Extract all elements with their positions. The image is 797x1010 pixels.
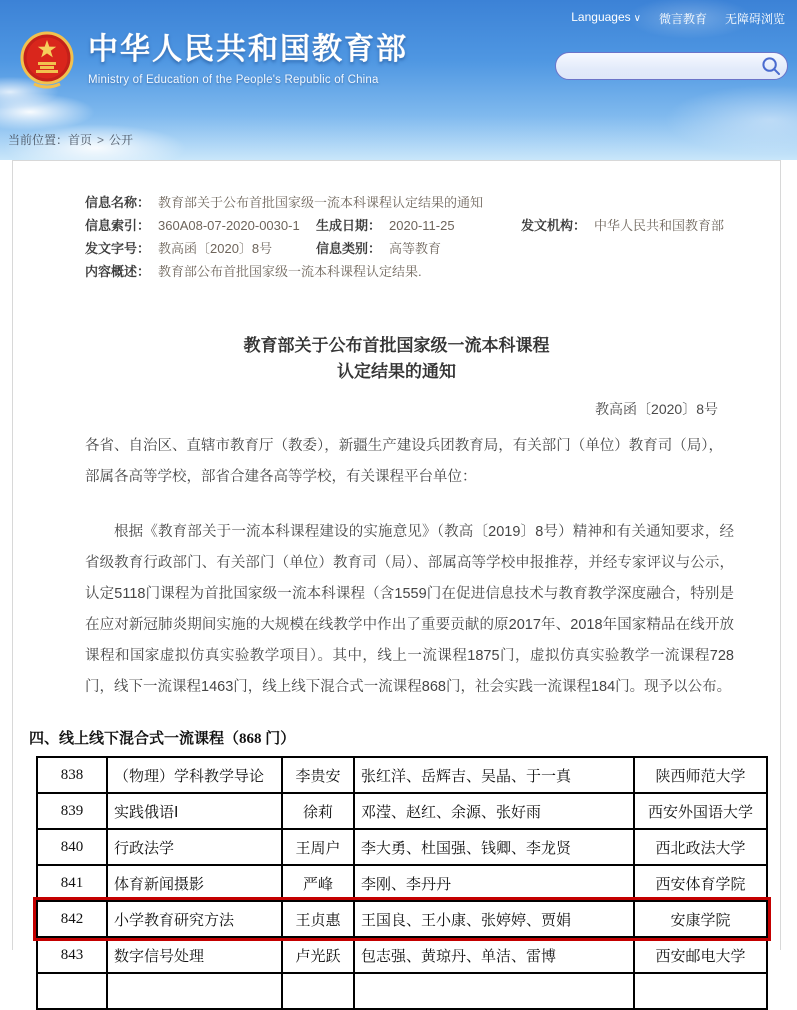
search-input[interactable] (568, 55, 761, 77)
cell-leader: 卢光跃 (282, 937, 354, 973)
meta-category-label: 信息类别： (316, 241, 382, 256)
meta-info-name-value: 教育部关于公布首批国家级一流本科课程认定结果的通知 (158, 195, 484, 210)
meta-doc-no-value: 教高函〔2020〕8号 (158, 241, 273, 256)
document-meta (13, 161, 780, 283)
search-button[interactable] (761, 56, 781, 76)
table-row (37, 865, 767, 901)
cell-no: 842 (37, 901, 107, 937)
meta-summary-value: 教育部公布首批国家级一流本科课程认定结果. (158, 264, 422, 279)
meta-summary-label: 内容概述： (85, 264, 151, 279)
cell-no: 839 (37, 793, 107, 829)
course-table-wrap (36, 756, 764, 1010)
cell-course: 行政法学 (107, 829, 282, 865)
chevron-down-icon: ∨ (633, 13, 641, 24)
cell-team (354, 973, 634, 1009)
cell-no: 840 (37, 829, 107, 865)
cell-no (37, 973, 107, 1009)
cell-university: 陕西师范大学 (634, 757, 767, 793)
body-paragraph: 根据《教育部关于一流本科课程建设的实施意见》（教高〔2019〕8号）精神和有关通知要求，经省级教育行政部门、有关部门（单位）教育司（局）、部属高等学校申报推荐，并经专家评议与公示，认定5118门课程为首批国家级一流本科课程（含1559门在促进信息技术与教育教学深度融合，特别是在应对新冠肺炎期间实施的大规模在线教学中作出了重要贡献的原2017年、2018年国家精品在线开放课程和国家虚拟仿真实验教学项目）。其中，线上一流课程1875门，虚拟仿真实验教学一流课程728门，线下一流课程1463门，线上线下混合式一流课程868门，社会实践一流课程184门。现予以公布。 (85, 524, 734, 695)
document-body (13, 431, 780, 703)
search-bar (555, 52, 788, 80)
cell-team: 邓滢、赵红、余源、张好雨 (354, 793, 634, 829)
cell-team: 李大勇、杜国强、钱卿、李龙贤 (354, 829, 634, 865)
course-table (36, 756, 768, 1010)
national-emblem-icon (20, 32, 74, 90)
meta-info-name-label: 信息名称： (85, 195, 151, 210)
table-row-highlighted (37, 901, 767, 937)
accessibility-link[interactable]: 无障碍浏览 (724, 12, 785, 26)
course-table-body (37, 757, 767, 1009)
cell-university: 西安邮电大学 (634, 937, 767, 973)
meta-info-index-label: 信息索引： (85, 218, 151, 233)
cell-course: 体育新闻摄影 (107, 865, 282, 901)
cell-university: 西安外国语大学 (634, 793, 767, 829)
cell-no: 838 (37, 757, 107, 793)
table-row (37, 829, 767, 865)
cell-university (634, 973, 767, 1009)
cell-university: 西安体育学院 (634, 865, 767, 901)
table-row (37, 937, 767, 973)
breadcrumb (8, 131, 133, 148)
breadcrumb-separator: > (97, 133, 105, 147)
cell-course: （物理）学科教学导论 (107, 757, 282, 793)
cell-course (107, 973, 282, 1009)
top-utility-links (571, 10, 785, 27)
meta-category-value: 高等教育 (389, 241, 442, 256)
table-row (37, 973, 767, 1009)
brand-text (88, 32, 408, 86)
document-panel (12, 160, 781, 965)
breadcrumb-section-link[interactable]: 公开 (109, 133, 134, 147)
document-title-line1: 教育部关于公布首批国家级一流本科课程 (243, 336, 550, 355)
document-title (13, 333, 780, 385)
cell-team: 王国良、王小康、张婷婷、贾娟 (354, 901, 634, 937)
meta-doc-no-label: 发文字号： (85, 241, 151, 256)
cell-leader: 王周户 (282, 829, 354, 865)
meta-gen-date-label: 生成日期： (316, 218, 382, 233)
cell-no: 843 (37, 937, 107, 973)
cell-course: 数字信号处理 (107, 937, 282, 973)
cell-leader: 严峰 (282, 865, 354, 901)
table-row (37, 757, 767, 793)
cell-course: 实践俄语Ⅰ (107, 793, 282, 829)
cell-leader: 李贵安 (282, 757, 354, 793)
salutation-paragraph: 各省、自治区、直辖市教育厅（教委），新疆生产建设兵团教育局，有关部门（单位）教育司（局），部属各高等学校，部省合建各高等学校，有关课程平台单位： (85, 438, 723, 485)
site-header (0, 0, 797, 160)
site-logo-link[interactable] (20, 32, 408, 90)
document-number: 教高函〔2020〕8号 (595, 401, 718, 417)
cell-leader: 徐莉 (282, 793, 354, 829)
meta-issuer-value: 中华人民共和国教育部 (594, 218, 725, 233)
cell-no: 841 (37, 865, 107, 901)
meta-info-index-value: 360A08-07-2020-0030-1 (158, 218, 300, 233)
breadcrumb-home-link[interactable]: 首页 (68, 133, 93, 147)
cell-leader: 王贞惠 (282, 901, 354, 937)
languages-menu[interactable]: Languages ∨ (571, 10, 641, 24)
cell-team: 包志强、黄琼丹、单洁、雷博 (354, 937, 634, 973)
weiyan-education-link[interactable]: 微言教育 (658, 12, 707, 26)
site-subtitle: Ministry of Education of the People's Republic of China (88, 74, 379, 86)
breadcrumb-label: 当前位置： (8, 133, 69, 147)
cell-university: 西北政法大学 (634, 829, 767, 865)
document-title-line2: 认定结果的通知 (337, 362, 456, 381)
table-row (37, 793, 767, 829)
site-title: 中华人民共和国教育部 (88, 33, 408, 66)
meta-issuer-label: 发文机构： (521, 218, 587, 233)
meta-gen-date-value: 2020-11-25 (389, 218, 455, 233)
cell-team: 张红洋、岳辉吉、吴晶、于一真 (354, 757, 634, 793)
cell-university: 安康学院 (634, 901, 767, 937)
cell-course: 小学教育研究方法 (107, 901, 282, 937)
section-heading: 四、线上线下混合式一流课程（868 门） (29, 731, 296, 747)
cell-team: 李刚、李丹丹 (354, 865, 634, 901)
cell-leader (282, 973, 354, 1009)
search-icon (761, 56, 781, 76)
